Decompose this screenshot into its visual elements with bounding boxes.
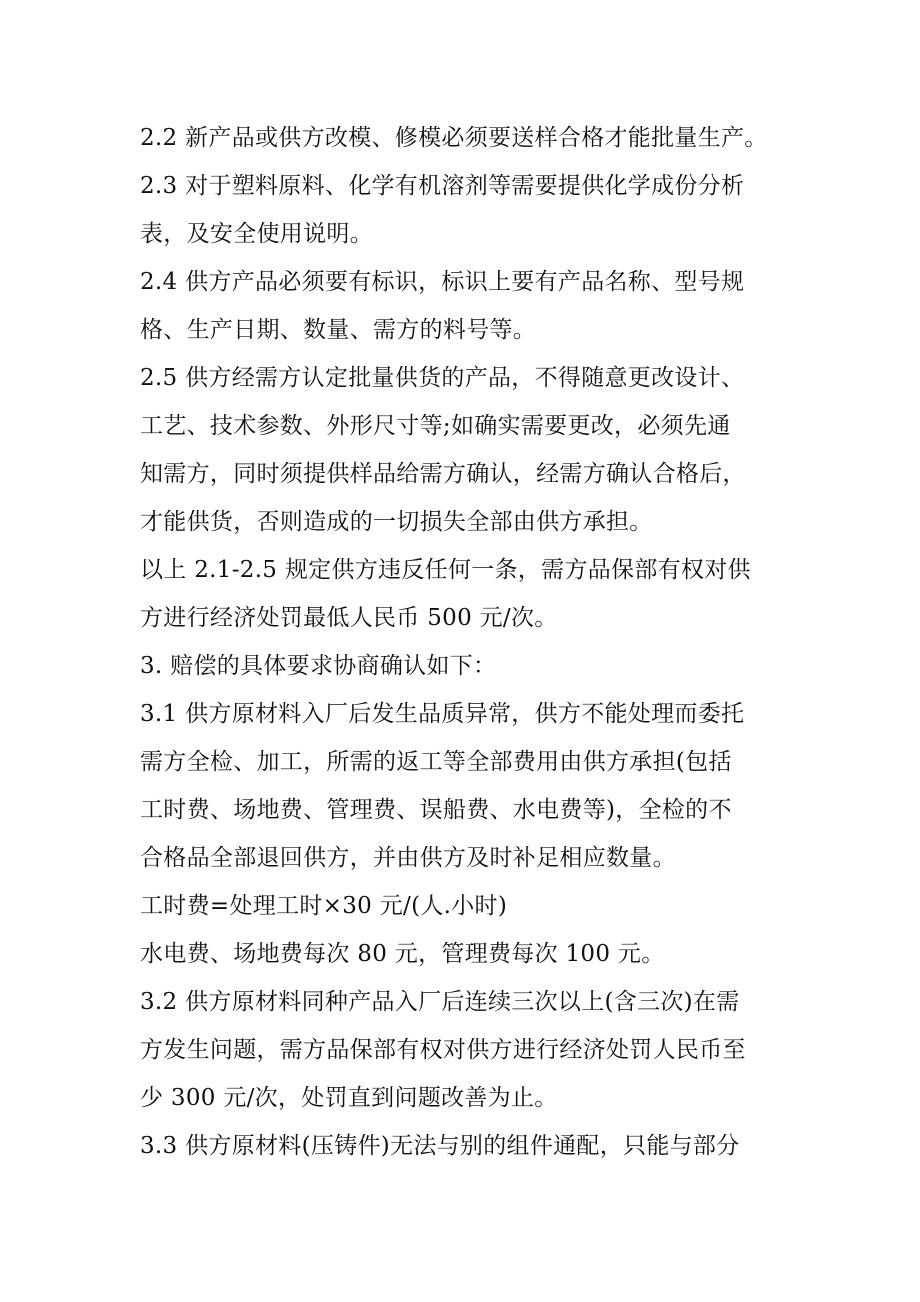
text-line: 3.1 供方原材料入厂后发生品质异常，供方不能处理而委托 — [140, 701, 745, 727]
text-line: 3.3 供方原材料(压铸件)无法与别的组件通配，只能与部分 — [140, 1133, 740, 1159]
text-line: 知需方，同时须提供样品给需方确认，经需方确认合格后， — [140, 461, 746, 487]
text-line: 格、生产日期、数量、需方的料号等。 — [140, 317, 537, 343]
text-line: 合格品全部退回供方，并由供方及时补足相应数量。 — [140, 845, 676, 871]
text-line: 3. 赔偿的具体要求协商确认如下： — [140, 653, 497, 679]
text-line: 方发生问题，需方品保部有权对供方进行经济处罚人民币至 — [140, 1037, 746, 1063]
text-line: 需方全检、加工，所需的返工等全部费用由供方承担(包括 — [140, 749, 732, 775]
text-line: 3.2 供方原材料同种产品入厂后连续三次以上(含三次)在需 — [140, 989, 740, 1015]
text-line: 2.2 新产品或供方改模、修模必须要送样合格才能批量生产。 — [140, 125, 768, 151]
text-line: 工时费、场地费、管理费、误船费、水电费等)，全检的不 — [140, 797, 732, 823]
text-line: 方进行经济处罚最低人民币 500 元/次。 — [140, 605, 558, 631]
text-line: 少 300 元/次，处罚直到问题改善为止。 — [140, 1085, 558, 1111]
text-line: 表，及安全使用说明。 — [140, 221, 373, 247]
text-line: 水电费、场地费每次 80 元，管理费每次 100 元。 — [140, 941, 665, 967]
text-line: 工时费=处理工时×30 元/(人.小时) — [140, 893, 508, 919]
text-line: 2.5 供方经需方认定批量供货的产品，不得随意更改设计、 — [140, 365, 745, 391]
text-line: 以上 2.1-2.5 规定供方违反任何一条，需方品保部有权对供 — [140, 557, 751, 583]
text-line: 才能供货，否则造成的一切损失全部由供方承担。 — [140, 509, 653, 535]
text-line: 工艺、技术参数、外形尺寸等;如确实需要更改，必须先通 — [140, 413, 731, 439]
text-line: 2.3 对于塑料原料、化学有机溶剂等需要提供化学成份分析 — [140, 173, 745, 199]
text-line: 2.4 供方产品必须要有标识，标识上要有产品名称、型号规 — [140, 269, 745, 295]
